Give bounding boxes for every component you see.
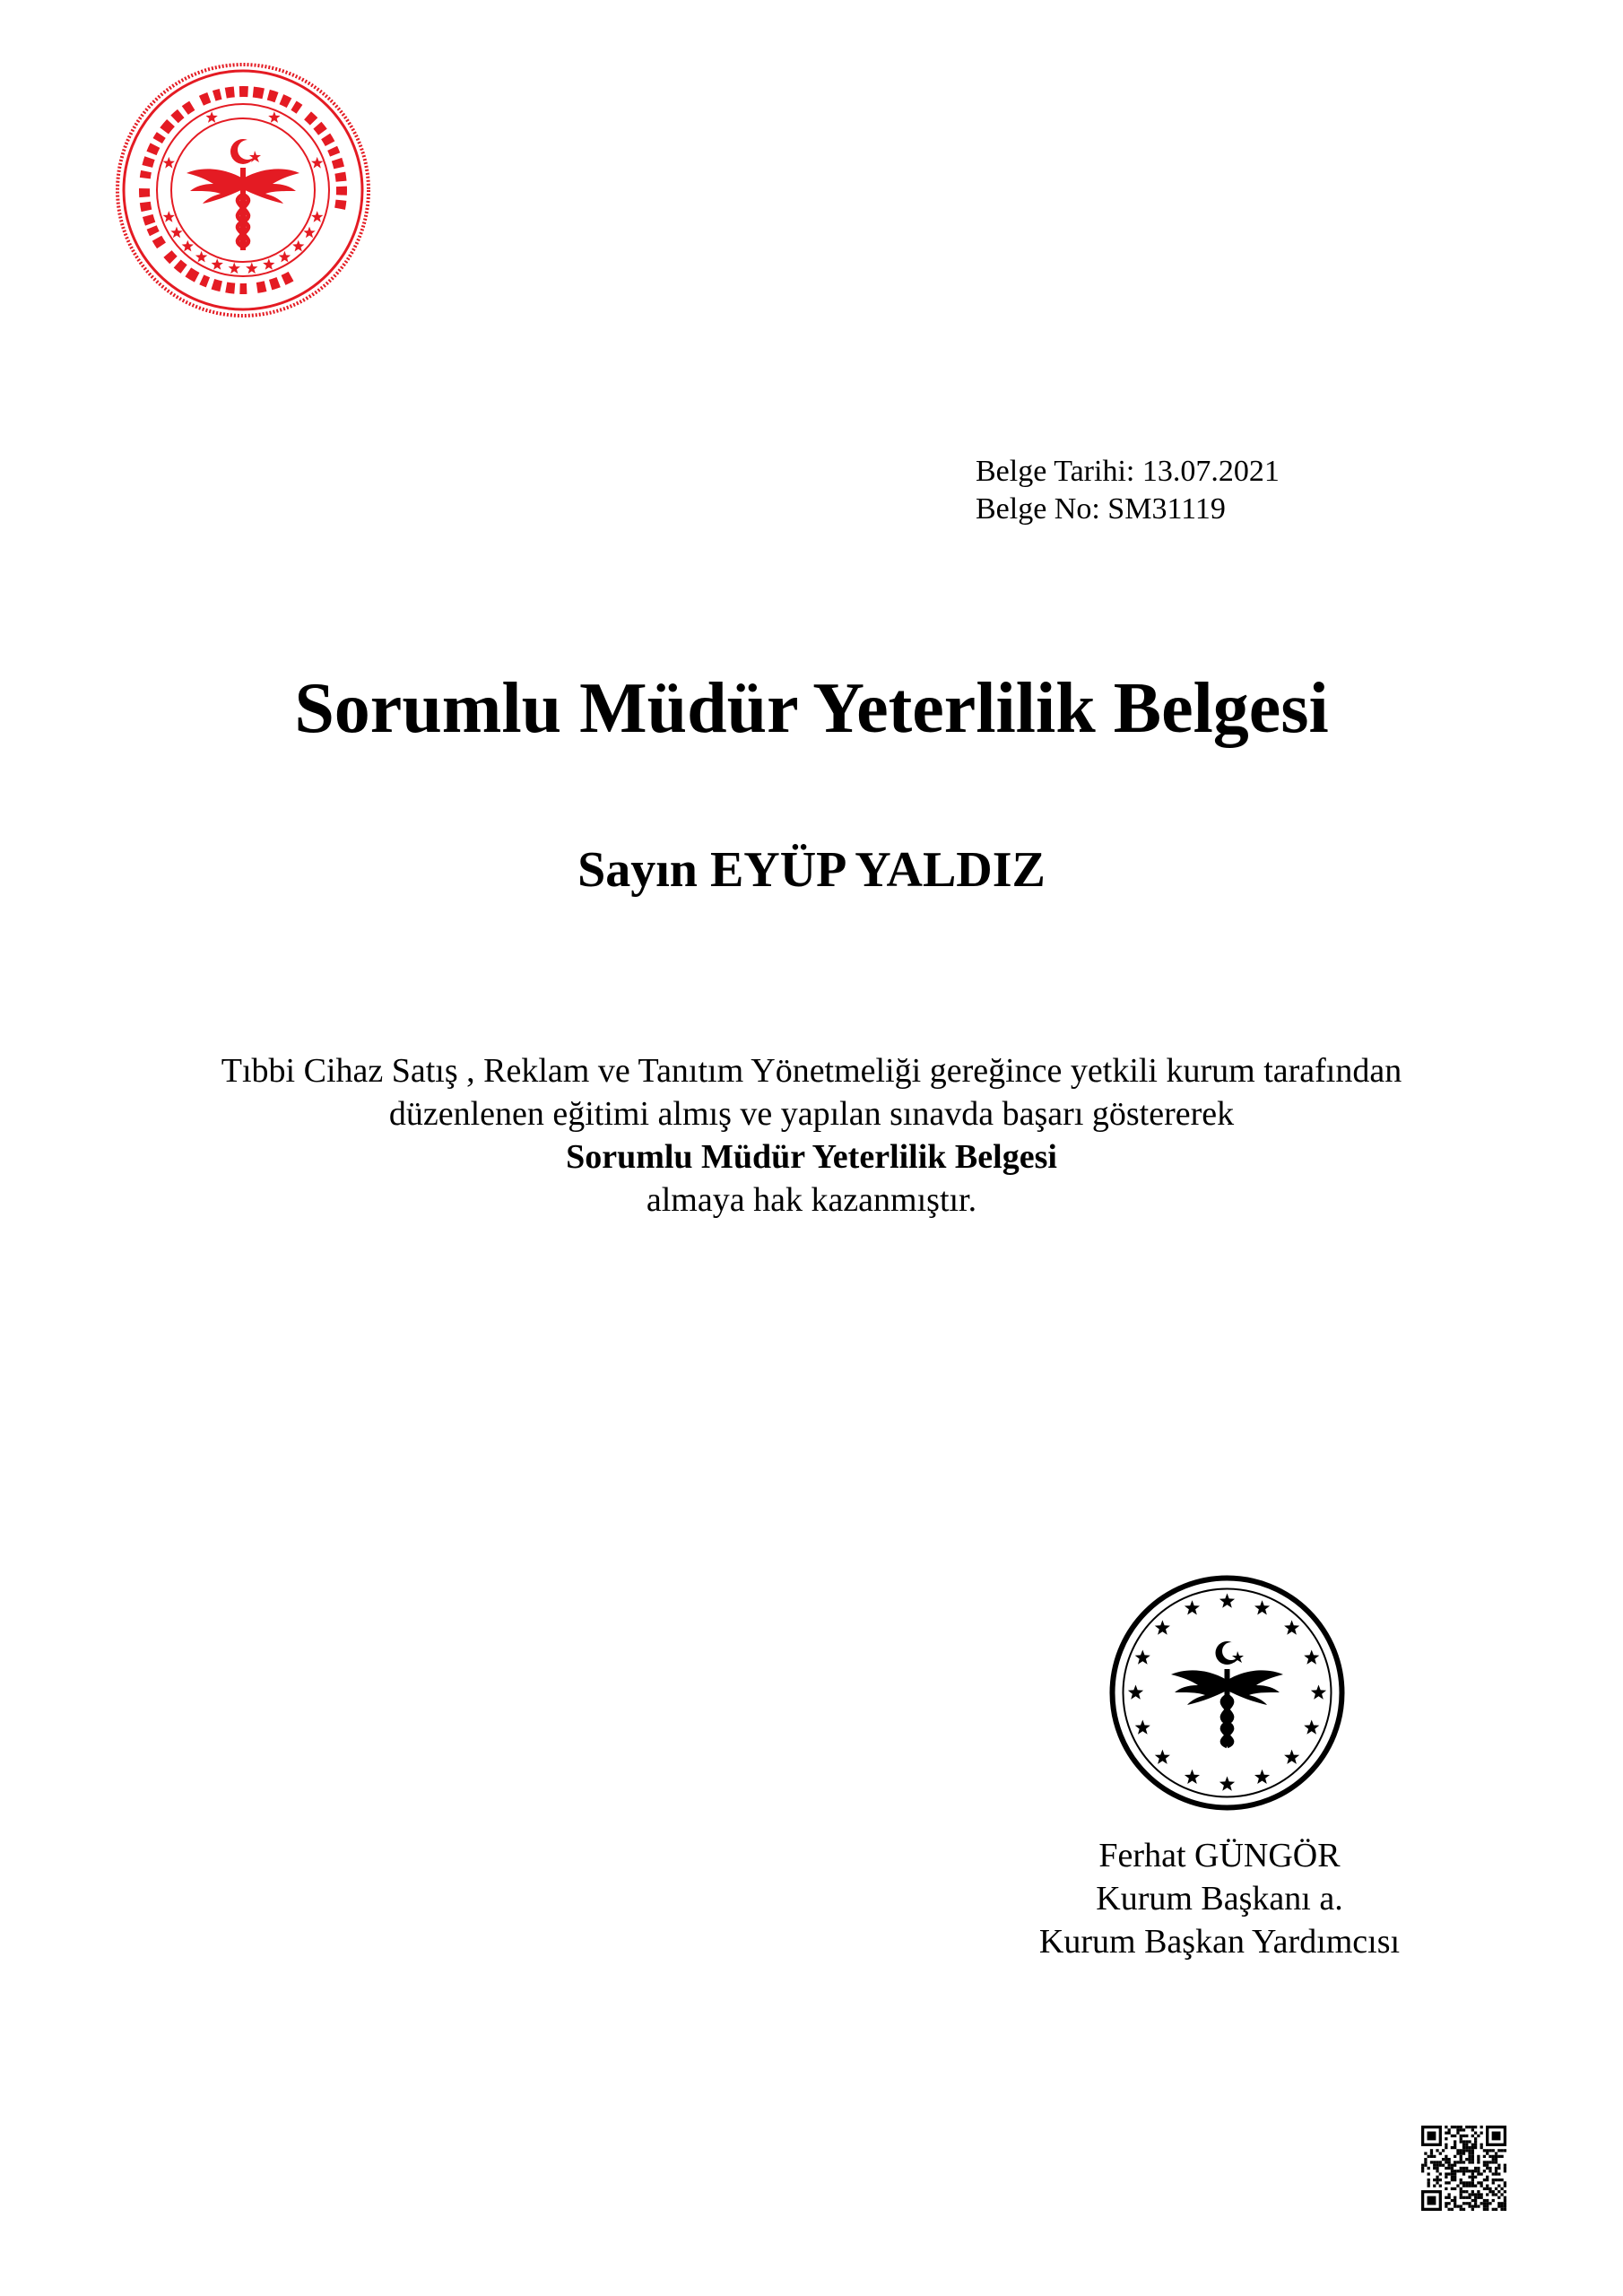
recipient-salutation: Sayın EYÜP YALDIZ: [577, 842, 1046, 898]
caduceus-seal-icon: [1108, 1574, 1346, 1812]
body-line: almaya hak kazanmıştır.: [646, 1181, 977, 1219]
emblem-star-icon: [206, 111, 218, 123]
emblem-star-icon: [1284, 1750, 1299, 1764]
emblem-star-icon: [229, 263, 240, 274]
emblem-star-icon: [163, 211, 175, 222]
official-seal: [1108, 1574, 1346, 1812]
emblem-star-icon: [1311, 1685, 1326, 1700]
emblem-star-icon: [163, 157, 175, 169]
ministry-logo: [113, 60, 373, 320]
emblem-star-icon: [1304, 1720, 1319, 1735]
emblem-star-icon: [1185, 1600, 1200, 1614]
body-line: düzenlenen eğitimi almış ve yapılan sınavda başarı göstererek: [388, 1095, 1235, 1133]
signatory-title: Kurum Başkan Yardımcısı: [1038, 1923, 1401, 1961]
emblem-star-icon: [246, 263, 257, 274]
emblem-star-icon: [303, 227, 315, 239]
emblem-star-icon: [1128, 1685, 1143, 1700]
emblem-star-icon: [292, 240, 304, 252]
signatory-name: Ferhat GÜNGÖR: [1098, 1837, 1341, 1874]
emblem-star-icon: [170, 227, 182, 239]
emblem-star-icon: [1135, 1720, 1150, 1735]
emblem-star-icon: [1219, 1594, 1235, 1608]
emblem-star-icon: [1155, 1620, 1170, 1634]
qr-code: [1421, 2126, 1506, 2211]
signatory-role: Kurum Başkanı a.: [1096, 1880, 1343, 1918]
emblem-star-icon: [311, 211, 323, 222]
emblem-star-icon: [279, 251, 291, 263]
document-title: Sorumlu Müdür Yeterlilik Belgesi: [294, 669, 1329, 748]
emblem-star-icon: [311, 157, 323, 169]
emblem-star-icon: [263, 258, 274, 270]
emblem-star-icon: [1155, 1750, 1170, 1764]
body-line: Tıbbi Cihaz Satış , Reklam ve Tanıtım Yönetmeliği gereğince yetkili kurum tarafından: [221, 1052, 1402, 1090]
document-date: Belge Tarihi: 13.07.2021: [976, 455, 1280, 488]
emblem-star-icon: [1254, 1600, 1270, 1614]
emblem-star-icon: [1284, 1620, 1299, 1634]
ministry-logo-icon: [113, 60, 373, 320]
qr-code-icon: [1421, 2126, 1506, 2211]
emblem-star-icon: [1185, 1770, 1200, 1784]
emblem-star-icon: [1135, 1650, 1150, 1665]
document-number: Belge No: SM31119: [976, 492, 1226, 526]
certificate-body: [0, 1049, 1623, 1222]
emblem-star-icon: [1304, 1650, 1319, 1665]
emblem-star-icon: [268, 111, 280, 123]
document-meta: [976, 453, 1280, 528]
emblem-star-icon: [195, 251, 207, 263]
emblem-star-icon: [182, 240, 194, 252]
emblem-star-icon: [1254, 1770, 1270, 1784]
emblem-star-icon: [212, 258, 223, 270]
emblem-star-icon: [1219, 1777, 1235, 1791]
signature-block: [986, 1834, 1453, 1963]
body-line-certificate-name: Sorumlu Müdür Yeterlilik Belgesi: [566, 1138, 1057, 1176]
